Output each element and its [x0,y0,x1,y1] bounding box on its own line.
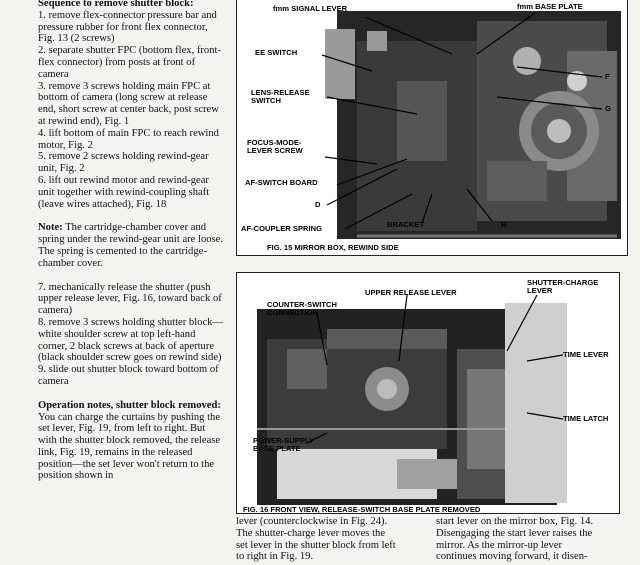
label-bracket: BRACKET [387,220,425,229]
figure-16 [236,272,620,514]
label-d: D [315,200,321,209]
section-heading: Sequence to remove shutter block: [38,0,194,9]
label-counter-switch-connection: COUNTER-SWITCH CONNECTION [267,300,338,318]
figure-16-caption: FIG. 16 FRONT VIEW, RELEASE-SWITCH BASE PLATE REMOVED [243,505,481,514]
label-power-supply-base-plate: POWER-SUPPLY BASE PLATE [253,436,314,454]
note-paragraph: Note: The cartridge-chamber cover and spring under the rewind-gear unit are loose. The spring is cemented to the cartridge-chamber cover. [38,222,224,269]
middle-bottom-text: lever (counterclockwise in Fig. 24). The shutter-charge lever moves the set lever in the shutter block from left to right in Fig. 19. [236,516,396,563]
right-bottom-text: start lever on the mirror box, Fig. 14. Disengaging the start lever raises the mirror. As the mirror-up lever continues moving forward, it disen- [436,516,594,563]
label-lens-release-switch: LENS-RELEASE SWITCH [251,88,310,106]
step-item: 9. slide out shutter block toward bottom of camera [38,364,219,387]
figure-15 [236,0,628,256]
label-af-coupler-spring: AF-COUPLER SPRING [241,224,323,233]
label-ee-switch: EE SWITCH [255,48,298,57]
label-focus-mode-lever-screw: FOCUS-MODE- LEVER SCREW [247,138,303,156]
steps-list-b [38,282,226,388]
step-item: 2. separate shutter FPC (bottom flex, front-flex connector) from posts at front of camera [38,45,222,80]
label-fmm-signal-lever: fmm SIGNAL LEVER [273,4,348,13]
label-g: G [605,104,611,113]
steps-list-a [38,10,226,211]
step-item: 4. lift bottom of main FPC to reach rewind motor, Fig. 2 [38,127,219,151]
step-item: 5. remove 2 screws holding rewind-gear unit, Fig. 2 [38,151,209,175]
label-time-latch: TIME LATCH [563,414,609,423]
label-h: H [501,220,507,229]
label-af-switch-board: AF-SWITCH BOARD [245,178,318,187]
left-column [38,0,226,482]
label-fmm-base-plate: fmm BASE PLATE [517,2,583,11]
step-item: 8. remove 3 screws holding shutter block—white shoulder screw at top left-hand corner, 2 black screws at back of aperture (black shoulder screw goes on rewind side) [38,316,224,364]
step-item: 3. remove 3 screws holding main FPC at bottom of camera (long screw at release end, short screw at center back, post screw at rewind end), Fig. 1 [38,80,219,127]
step-item: 1. remove flex-connector pressure bar and pressure rubber for front flex connector, Fig. 13 (2 screws) [38,9,217,45]
step-item: 6. lift out rewind motor and rewind-gear unit together with rewind-coupling shaft (leave wires attached), Fig. 18 [38,174,210,210]
label-shutter-charge-lever: SHUTTER-CHARGE LEVER [527,278,599,296]
figure-15-caption: FIG. 15 MIRROR BOX, REWIND SIDE [267,243,399,252]
step-item: 7. mechanically release the shutter (push upper release lever, Fig. 16, toward back of camera) [38,281,222,317]
label-f: F [605,72,610,81]
figure-15-leaders [237,0,629,257]
label-upper-release-lever: UPPER RELEASE LEVER [365,288,457,297]
label-time-lever: TIME LEVER [563,350,609,359]
operation-notes: Operation notes, shutter block removed: You can charge the curtains by pushing the set lever, Fig. 19, from left to right. But with the shutter block removed, the release link, Fig. 19, remains in the released position—the set lever won't return to the position shown in [38,399,221,482]
